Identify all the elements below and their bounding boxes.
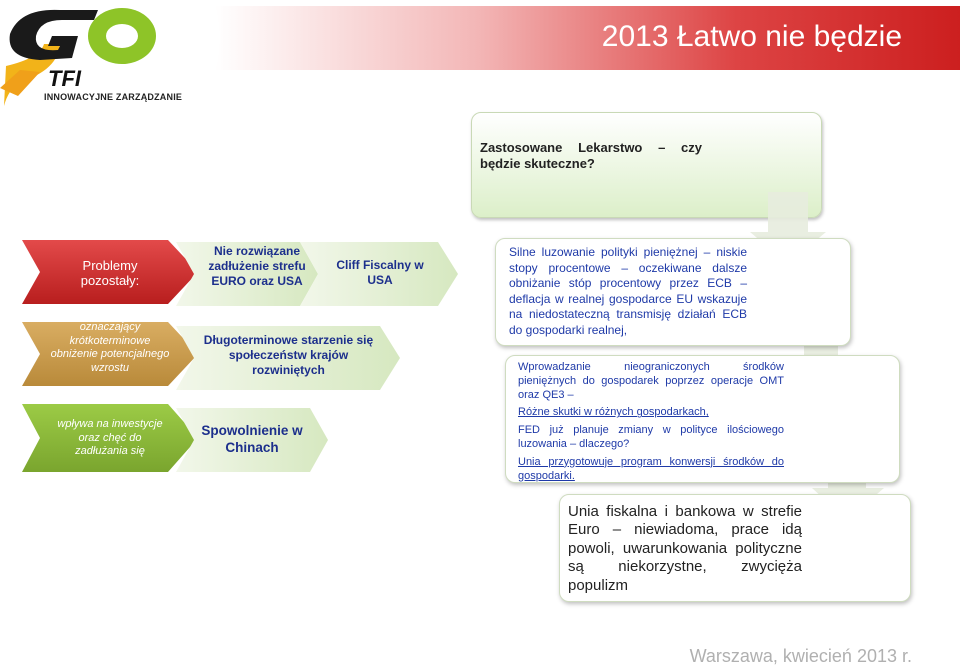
label-problems: Problemy pozostały: <box>80 258 140 288</box>
fiscal-union-panel <box>559 494 911 602</box>
label-investment: wpływa na inwestycje oraz chęć do zadłużania się <box>57 418 163 457</box>
logo-sub-text: TFI <box>48 66 81 91</box>
label-china: Spowolnienie w Chinach <box>201 423 303 455</box>
label-short-term: oznaczający krótkoterminowe obniżenie potencjalnego wzrostu <box>50 321 170 374</box>
monetary-policy-text: Silne luzowanie polityki pieniężnej – niskie stopy procentowe – oczekiwane dalsze obniżanie stóp procentowy przez ECB – deflacja w realnej gospodarce EU wskazuje na niedostateczną transmisję działań ECB do gospodarki realnej, <box>509 245 747 337</box>
footer-location-date: Warszawa, kwiecień 2013 r. <box>689 646 912 666</box>
label-fiscal-cliff: Cliff Fiscalny w USA <box>336 258 424 287</box>
liquidity-panel <box>505 355 900 483</box>
monetary-policy-panel <box>495 238 851 346</box>
fiscal-union-text: Unia fiskalna i bankowa w strefie Euro – niewiadoma, prace idą powoli, uwarunkowania polityczne są niekorzystne, zwycięża populizm <box>568 503 802 594</box>
question-text: Zastosowane Lekarstwo – czy będzie skuteczne? <box>480 140 702 171</box>
liquidity-text-effects: Różne skutki w różnych gospodarkach, <box>518 406 709 419</box>
liquidity-text-union: Unia przygotowuje program konwersji środków do gospodarki. <box>518 455 784 482</box>
label-debt: Nie rozwiązane zadłużenie strefu EURO oraz USA <box>208 244 306 288</box>
label-aging: Długoterminowe starzenie się społeczeństw krajów rozwiniętych <box>203 333 374 377</box>
page-title: 2013 Łatwo nie będzie <box>601 20 902 53</box>
company-logo <box>0 0 200 110</box>
liquidity-text-omt: Wprowadzanie nieograniczonych środków pieniężnych do gospodarek poprzez operacje OMT oraz QE3 – <box>518 361 784 401</box>
liquidity-text-fed: FED już planuje zmiany w polityce ilościowego luzowania – dlaczego? <box>518 424 784 450</box>
title-banner <box>215 6 960 70</box>
logo-tagline: INNOWACYJNE ZARZĄDZANIE <box>44 92 183 102</box>
